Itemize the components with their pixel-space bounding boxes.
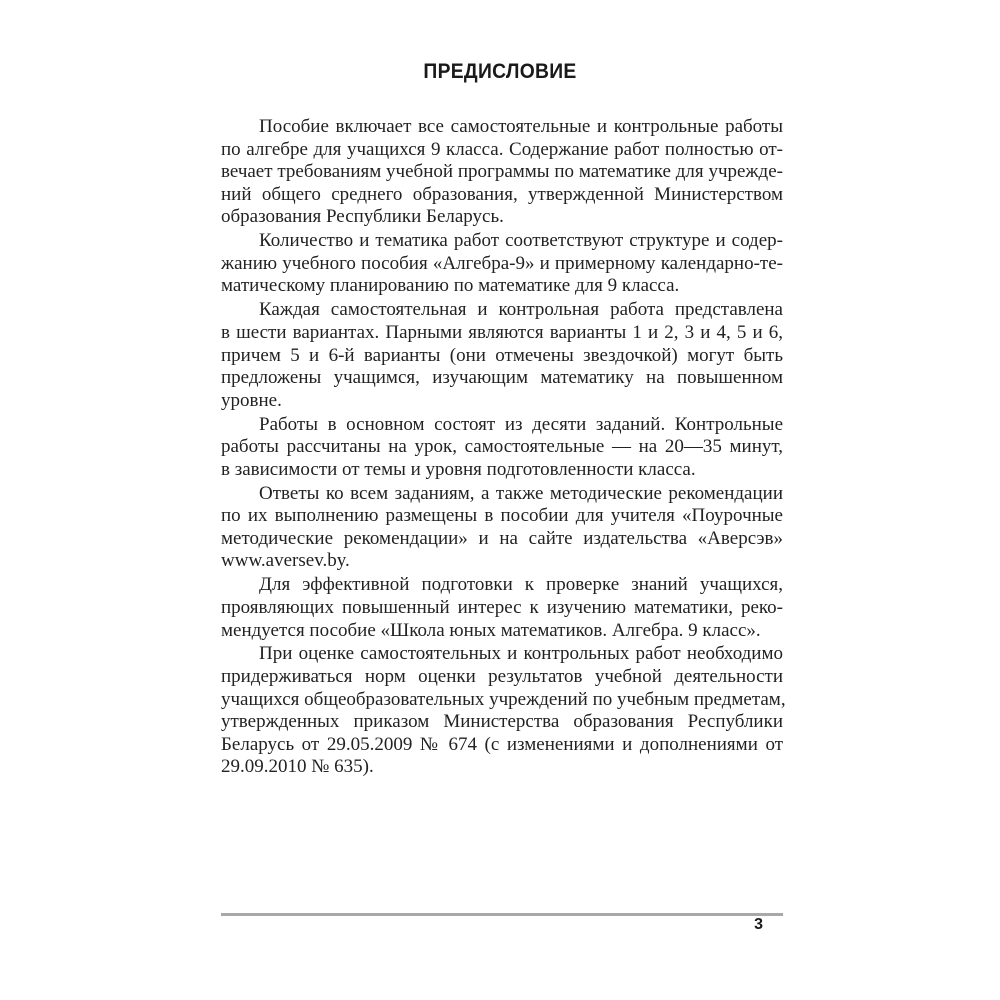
footer-rule xyxy=(221,913,783,916)
text-line: учащихся общеобразовательных учреждений по учебным предметам, xyxy=(221,688,786,710)
text-line: уровне. xyxy=(221,389,282,411)
paragraph xyxy=(221,414,783,482)
text-line: проявляющих повышенный интерес к изучению математики, реко- xyxy=(221,596,783,618)
text-line: жанию учебного пособия «Алгебра-9» и примерному календарно-те- xyxy=(221,252,783,274)
text-line: Для эффективной подготовки к проверке знаний учащихся, xyxy=(259,574,783,596)
text-line: по алгебре для учащихся 9 класса. Содержание работ полностью от- xyxy=(221,138,783,160)
text-line: матическому планированию по математике для 9 класса. xyxy=(221,275,680,297)
paragraph xyxy=(221,230,783,298)
text-line: в зависимости от темы и уровня подготовленности класса. xyxy=(221,458,696,480)
text-line: Каждая самостоятельная и контрольная работа представлена xyxy=(259,299,783,321)
text-line: Количество и тематика работ соответствуют структуре и содер- xyxy=(259,230,783,252)
text-line: методические рекомендации» и на сайте издательства «Аверсэв» xyxy=(221,527,783,549)
text-line: При оценке самостоятельных и контрольных работ необходимо xyxy=(259,643,783,665)
text-line: Работы в основном состоят из десяти заданий. Контрольные xyxy=(259,413,783,435)
page-number: 3 xyxy=(754,916,763,933)
text-line: причем 5 и 6-й варианты (они отмечены звездочкой) могут быть xyxy=(221,344,783,366)
text-line: Ответы ко всем заданиям, а также методические рекомендации xyxy=(259,482,783,504)
text-line: мендуется пособие «Школа юных математиков. Алгебра. 9 класс». xyxy=(221,619,761,641)
text-line: www.aversev.by. xyxy=(221,550,350,572)
paragraph xyxy=(221,483,783,573)
text-line: Пособие включает все самостоятельные и контрольные работы xyxy=(259,116,783,137)
text-line: образования Республики Беларусь. xyxy=(221,206,504,228)
text-line: придерживаться норм оценки результатов учебной деятельности xyxy=(221,666,783,688)
text-line: в шести вариантах. Парными являются варианты 1 и 2, 3 и 4, 5 и 6, xyxy=(221,321,783,343)
text-line: 29.09.2010 № 635). xyxy=(221,756,374,778)
text-line: предложены учащимся, изучающим математику на повышенном xyxy=(221,367,783,389)
paragraph xyxy=(221,643,786,779)
preface-body xyxy=(221,116,786,780)
paragraph xyxy=(221,299,783,412)
text-line: работы рассчитаны на урок, самостоятельные — на 20—35 минут, xyxy=(221,436,783,458)
text-line: ний общего среднего образования, утвержденной Министерством xyxy=(221,183,783,205)
text-line: по их выполнению размещены в пособии для учителя «Поурочные xyxy=(221,505,783,527)
text-line: Беларусь от 29.05.2009 № 674 (с изменениями и дополнениями от xyxy=(221,733,783,755)
page-title: ПРЕДИСЛОВИЕ xyxy=(423,60,577,83)
text-line: утвержденных приказом Министерства образования Республики xyxy=(221,711,783,733)
paragraph xyxy=(221,574,783,642)
text-line: вечает требованиям учебной программы по математике для учрежде- xyxy=(221,161,783,183)
paragraph xyxy=(221,116,783,229)
